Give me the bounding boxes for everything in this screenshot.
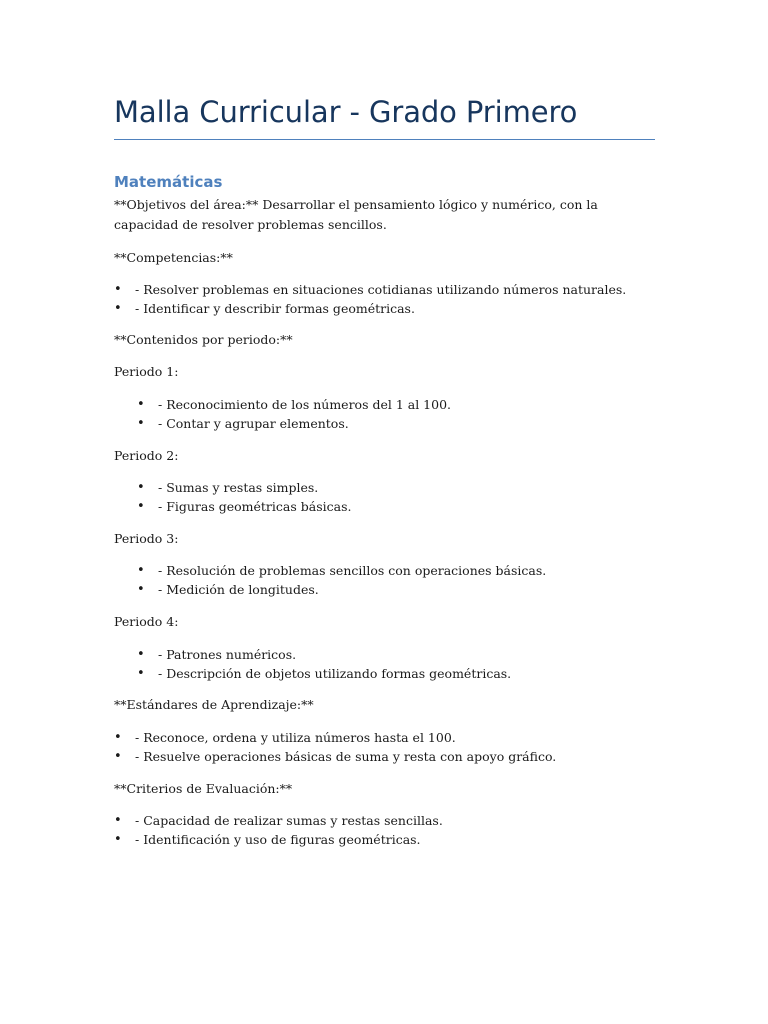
bullet-icon: • <box>114 813 122 828</box>
list-item <box>137 497 352 516</box>
list-item-text: - Descripción de objetos utilizando formas geométricas. <box>158 666 512 681</box>
list-item-text: - Medición de longitudes. <box>158 582 319 597</box>
competencias-list <box>114 280 627 318</box>
list-item-text: - Contar y agrupar elementos. <box>158 416 349 431</box>
bullet-icon: • <box>137 647 145 662</box>
list-item <box>137 561 547 580</box>
periodo-4-label: Periodo 4: <box>114 614 179 629</box>
list-item <box>114 830 443 849</box>
periodo-1-list <box>137 395 452 433</box>
bullet-icon: • <box>137 480 145 495</box>
estandares-label: **Estándares de Aprendizaje:** <box>114 697 314 712</box>
bullet-icon: • <box>137 666 145 681</box>
bullet-icon: • <box>114 282 122 297</box>
document-title: Malla Curricular - Grado Primero <box>114 95 578 129</box>
periodo-1-label: Periodo 1: <box>114 364 179 379</box>
list-item-text: - Sumas y restas simples. <box>158 480 319 495</box>
list-item-text: - Reconoce, ordena y utiliza números hasta el 100. <box>135 730 456 745</box>
bullet-icon: • <box>137 582 145 597</box>
bullet-icon: • <box>137 397 145 412</box>
criterios-list <box>114 811 443 849</box>
list-item-text: - Identificar y describir formas geométricas. <box>135 301 415 316</box>
criterios-label: **Criterios de Evaluación:** <box>114 781 293 796</box>
list-item-text: - Identificación y uso de figuras geométricas. <box>135 832 421 847</box>
title-underline <box>114 139 655 140</box>
periodo-2-label: Periodo 2: <box>114 448 179 463</box>
objectives-paragraph: **Objetivos del área:** Desarrollar el pensamiento lógico y numérico, con la capacidad de resolver problemas sencillos. <box>114 197 598 232</box>
list-item <box>114 811 443 830</box>
list-item-text: - Resolución de problemas sencillos con operaciones básicas. <box>158 563 547 578</box>
list-item-text: - Resolver problemas en situaciones cotidianas utilizando números naturales. <box>135 282 627 297</box>
list-item-text: - Capacidad de realizar sumas y restas sencillas. <box>135 813 443 828</box>
estandares-list <box>114 728 557 766</box>
list-item-text: - Figuras geométricas básicas. <box>158 499 352 514</box>
periodo-3-label: Periodo 3: <box>114 531 179 546</box>
list-item <box>137 645 511 664</box>
bullet-icon: • <box>137 499 145 514</box>
bullet-icon: • <box>114 730 122 745</box>
list-item <box>137 478 351 497</box>
list-item-text: - Resuelve operaciones básicas de suma y resta con apoyo gráfico. <box>135 749 557 764</box>
list-item <box>114 747 557 766</box>
list-item <box>114 280 627 299</box>
bullet-icon: • <box>137 563 145 578</box>
list-item <box>137 395 452 414</box>
section-heading-matematicas: Matemáticas <box>114 173 223 191</box>
list-item <box>137 580 546 599</box>
list-item <box>137 414 451 433</box>
bullet-icon: • <box>114 301 122 316</box>
periodo-3-list <box>137 561 547 599</box>
contenidos-label: **Contenidos por periodo:** <box>114 332 293 347</box>
bullet-icon: • <box>137 416 145 431</box>
list-item <box>114 728 556 747</box>
periodo-2-list <box>137 478 352 516</box>
list-item-text: - Reconocimiento de los números del 1 al 100. <box>158 397 452 412</box>
list-item <box>114 299 626 318</box>
list-item <box>137 664 512 683</box>
bullet-icon: • <box>114 832 122 847</box>
competencias-label: **Competencias:** <box>114 250 233 265</box>
list-item-text: - Patrones numéricos. <box>158 647 297 662</box>
bullet-icon: • <box>114 749 122 764</box>
periodo-4-list <box>137 645 512 683</box>
